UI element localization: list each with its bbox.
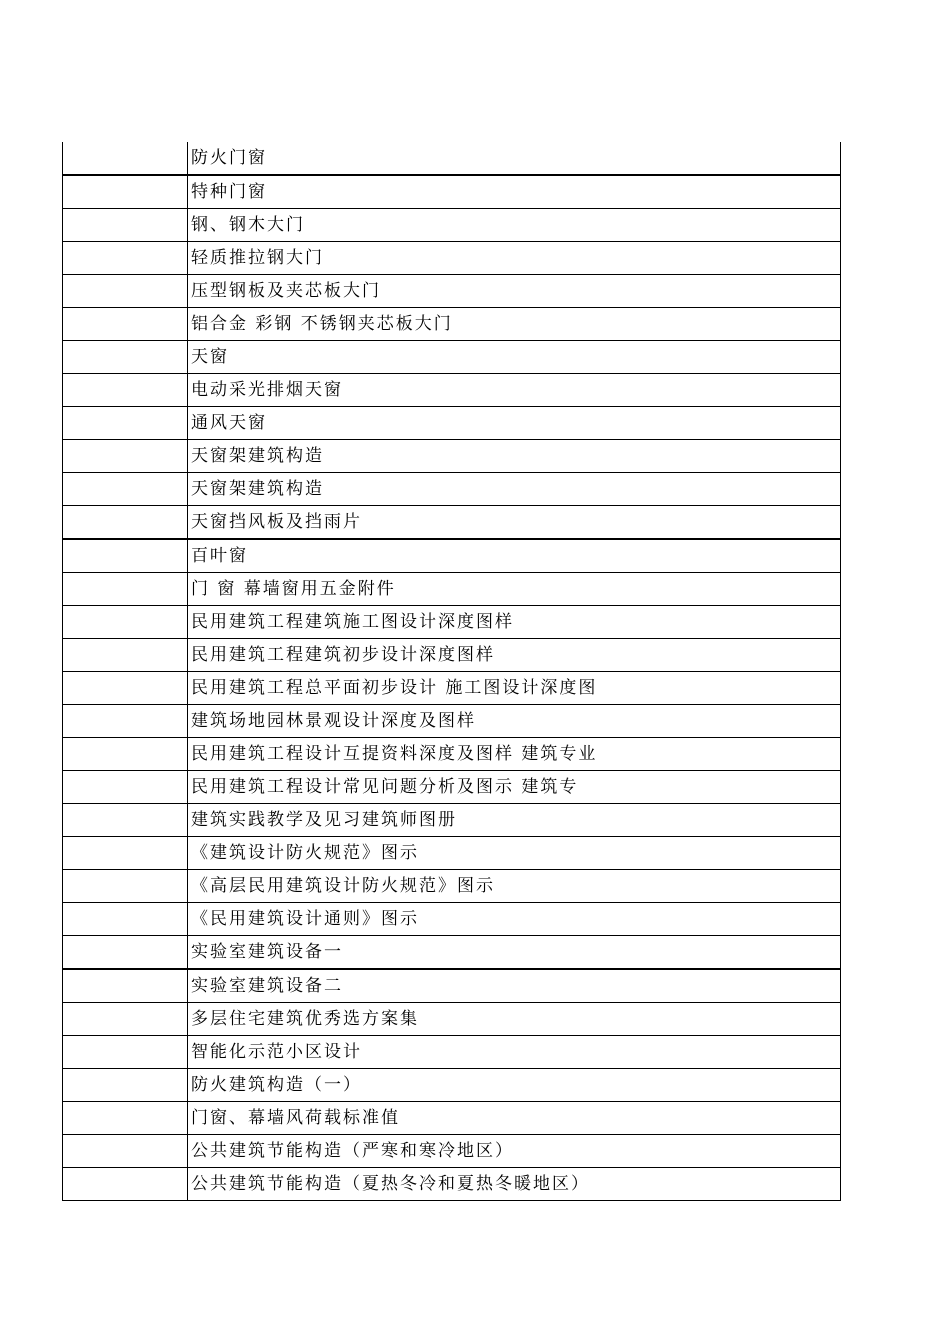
table-row — [63, 142, 841, 175]
title-cell[interactable]: 天窗挡风板及挡雨片 — [188, 506, 841, 540]
title-cell[interactable]: 防火门窗 — [188, 142, 841, 175]
title-cell[interactable]: 建筑实践教学及见习建筑师图册 — [188, 804, 841, 837]
code-cell[interactable] — [63, 738, 188, 771]
title-cell[interactable]: 电动采光排烟天窗 — [188, 374, 841, 407]
title-cell[interactable]: 民用建筑工程设计互提资料深度及图样 建筑专业 — [188, 738, 841, 771]
code-cell[interactable] — [63, 837, 188, 870]
table-row — [63, 473, 841, 506]
table-row — [63, 705, 841, 738]
code-cell[interactable] — [63, 1003, 188, 1036]
table-row — [63, 969, 841, 1003]
title-cell[interactable]: 民用建筑工程设计常见问题分析及图示 建筑专 — [188, 771, 841, 804]
code-cell[interactable] — [63, 771, 188, 804]
title-cell[interactable]: 建筑场地园林景观设计深度及图样 — [188, 705, 841, 738]
code-cell[interactable] — [63, 1036, 188, 1069]
standards-table — [62, 142, 841, 1201]
code-cell[interactable] — [63, 440, 188, 473]
table-row — [63, 1036, 841, 1069]
table-row — [63, 407, 841, 440]
code-cell[interactable] — [63, 142, 188, 175]
table-row — [63, 1003, 841, 1036]
table-body — [63, 142, 841, 1201]
title-cell[interactable]: 压型钢板及夹芯板大门 — [188, 275, 841, 308]
code-cell[interactable] — [63, 639, 188, 672]
code-cell[interactable] — [63, 407, 188, 440]
code-cell[interactable] — [63, 672, 188, 705]
code-cell[interactable] — [63, 870, 188, 903]
title-cell[interactable]: 多层住宅建筑优秀选方案集 — [188, 1003, 841, 1036]
code-cell[interactable] — [63, 539, 188, 573]
title-cell[interactable]: 《高层民用建筑设计防火规范》图示 — [188, 870, 841, 903]
title-cell[interactable]: 百叶窗 — [188, 539, 841, 573]
code-cell[interactable] — [63, 606, 188, 639]
title-cell[interactable]: 通风天窗 — [188, 407, 841, 440]
title-cell[interactable]: 公共建筑节能构造（夏热冬冷和夏热冬暖地区） — [188, 1168, 841, 1201]
table-row — [63, 341, 841, 374]
title-cell[interactable]: 天窗 — [188, 341, 841, 374]
title-cell[interactable]: 天窗架建筑构造 — [188, 473, 841, 506]
title-cell[interactable]: 特种门窗 — [188, 175, 841, 209]
title-cell[interactable]: 天窗架建筑构造 — [188, 440, 841, 473]
title-cell[interactable]: 防火建筑构造（一） — [188, 1069, 841, 1102]
title-cell[interactable]: 铝合金 彩钢 不锈钢夹芯板大门 — [188, 308, 841, 341]
code-cell[interactable] — [63, 341, 188, 374]
code-cell[interactable] — [63, 804, 188, 837]
title-cell[interactable]: 钢、钢木大门 — [188, 209, 841, 242]
table-row — [63, 771, 841, 804]
code-cell[interactable] — [63, 969, 188, 1003]
code-cell[interactable] — [63, 374, 188, 407]
table-row — [63, 175, 841, 209]
code-cell[interactable] — [63, 1168, 188, 1201]
title-cell[interactable]: 《民用建筑设计通则》图示 — [188, 903, 841, 936]
table-row — [63, 275, 841, 308]
title-cell[interactable]: 《建筑设计防火规范》图示 — [188, 837, 841, 870]
table-row — [63, 639, 841, 672]
table-row — [63, 506, 841, 540]
code-cell[interactable] — [63, 573, 188, 606]
code-cell[interactable] — [63, 209, 188, 242]
table-row — [63, 374, 841, 407]
table-row — [63, 672, 841, 705]
title-cell[interactable]: 轻质推拉钢大门 — [188, 242, 841, 275]
table-row — [63, 738, 841, 771]
code-cell[interactable] — [63, 506, 188, 540]
title-cell[interactable]: 公共建筑节能构造（严寒和寒冷地区） — [188, 1135, 841, 1168]
table-row — [63, 539, 841, 573]
table-row — [63, 209, 841, 242]
title-cell[interactable]: 门窗、幕墙风荷载标准值 — [188, 1102, 841, 1135]
title-cell[interactable]: 门 窗 幕墙窗用五金附件 — [188, 573, 841, 606]
spreadsheet-sheet — [62, 142, 840, 1201]
table-row — [63, 440, 841, 473]
table-row — [63, 308, 841, 341]
table-row — [63, 936, 841, 970]
title-cell[interactable]: 民用建筑工程总平面初步设计 施工图设计深度图 — [188, 672, 841, 705]
code-cell[interactable] — [63, 175, 188, 209]
code-cell[interactable] — [63, 242, 188, 275]
table-row — [63, 242, 841, 275]
title-cell[interactable]: 实验室建筑设备一 — [188, 936, 841, 970]
code-cell[interactable] — [63, 936, 188, 970]
table-row — [63, 837, 841, 870]
table-row — [63, 870, 841, 903]
table-row — [63, 804, 841, 837]
title-cell[interactable]: 实验室建筑设备二 — [188, 969, 841, 1003]
table-row — [63, 573, 841, 606]
table-row — [63, 1135, 841, 1168]
table-row — [63, 1069, 841, 1102]
code-cell[interactable] — [63, 903, 188, 936]
code-cell[interactable] — [63, 275, 188, 308]
title-cell[interactable]: 民用建筑工程建筑初步设计深度图样 — [188, 639, 841, 672]
code-cell[interactable] — [63, 1069, 188, 1102]
table-row — [63, 1102, 841, 1135]
title-cell[interactable]: 智能化示范小区设计 — [188, 1036, 841, 1069]
code-cell[interactable] — [63, 473, 188, 506]
code-cell[interactable] — [63, 1135, 188, 1168]
code-cell[interactable] — [63, 308, 188, 341]
table-row — [63, 1168, 841, 1201]
title-cell[interactable]: 民用建筑工程建筑施工图设计深度图样 — [188, 606, 841, 639]
code-cell[interactable] — [63, 705, 188, 738]
code-cell[interactable] — [63, 1102, 188, 1135]
table-row — [63, 903, 841, 936]
table-row — [63, 606, 841, 639]
